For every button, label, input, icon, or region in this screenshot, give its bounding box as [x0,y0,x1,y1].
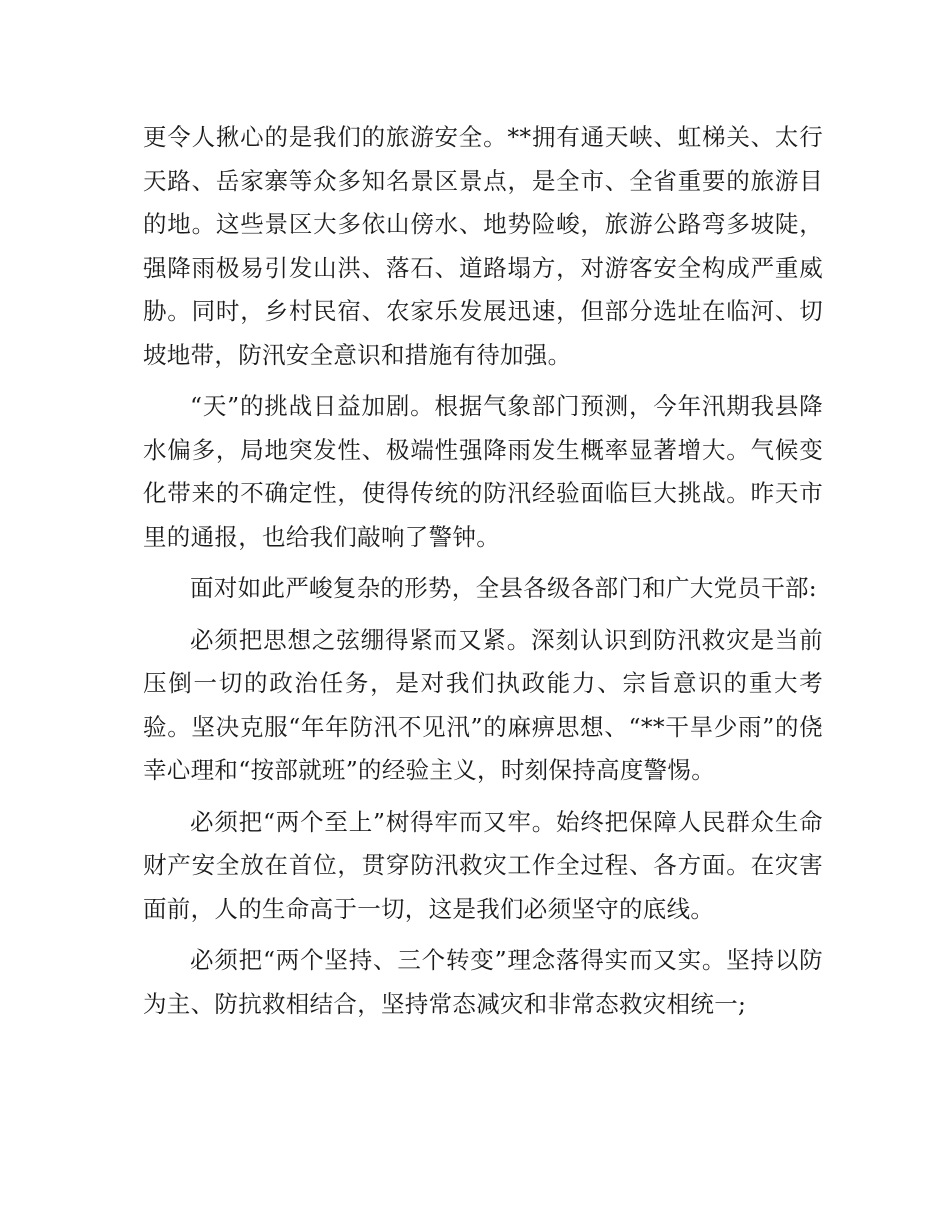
paragraph-two-persistences: 必须把“两个坚持、三个转变”理念落得实而又实。坚持以防为主、防抗救相结合，坚持常态减灾和非常态救灾相统一; [143,946,823,1018]
paragraph-weather-challenge: “天”的挑战日益加剧。根据气象部门预测，今年汛期我县降水偏多，局地突发性、极端性强降雨发生概率显著增大。气候变化带来的不确定性，使得传统的防汛经验面临巨大挑战。昨天市里的通报，也给我们敲响了警钟。 [143,392,823,551]
paragraph-mindset: 必须把思想之弦绷得紧而又紧。深刻认识到防汛救灾是当前压倒一切的政治任务，是对我们执政能力、宗旨意识的重大考验。坚决克服“年年防汛不见汛”的麻痹思想、“**干旱少雨”的侥幸心理和“按部就班”的经验主义，时刻保持高度警惕。 [143,625,823,784]
paragraph-situation-intro: 面对如此严峻复杂的形势，全县各级各部门和广大党员干部: [190,574,818,602]
paragraph-two-supremes: 必须把“两个至上”树得牢而又牢。始终把保障人民群众生命财产安全放在首位，贯穿防汛救灾工作全过程、各方面。在灾害面前，人的生命高于一切，这是我们必须坚守的底线。 [143,807,823,923]
paragraph-tourism-safety: 更令人揪心的是我们的旅游安全。**拥有通天峡、虹梯关、太行天路、岳家寨等众多知名景区景点，是全市、全省重要的旅游目的地。这些景区大多依山傍水、地势险峻，旅游公路弯多坡陡，强降雨极易引发山洪、落石、道路塌方，对游客安全构成严重威胁。同时，乡村民宿、农家乐发展迅速，但部分选址在临河、切坡地带，防汛安全意识和措施有待加强。 [143,123,823,369]
document-body [143,116,823,1034]
